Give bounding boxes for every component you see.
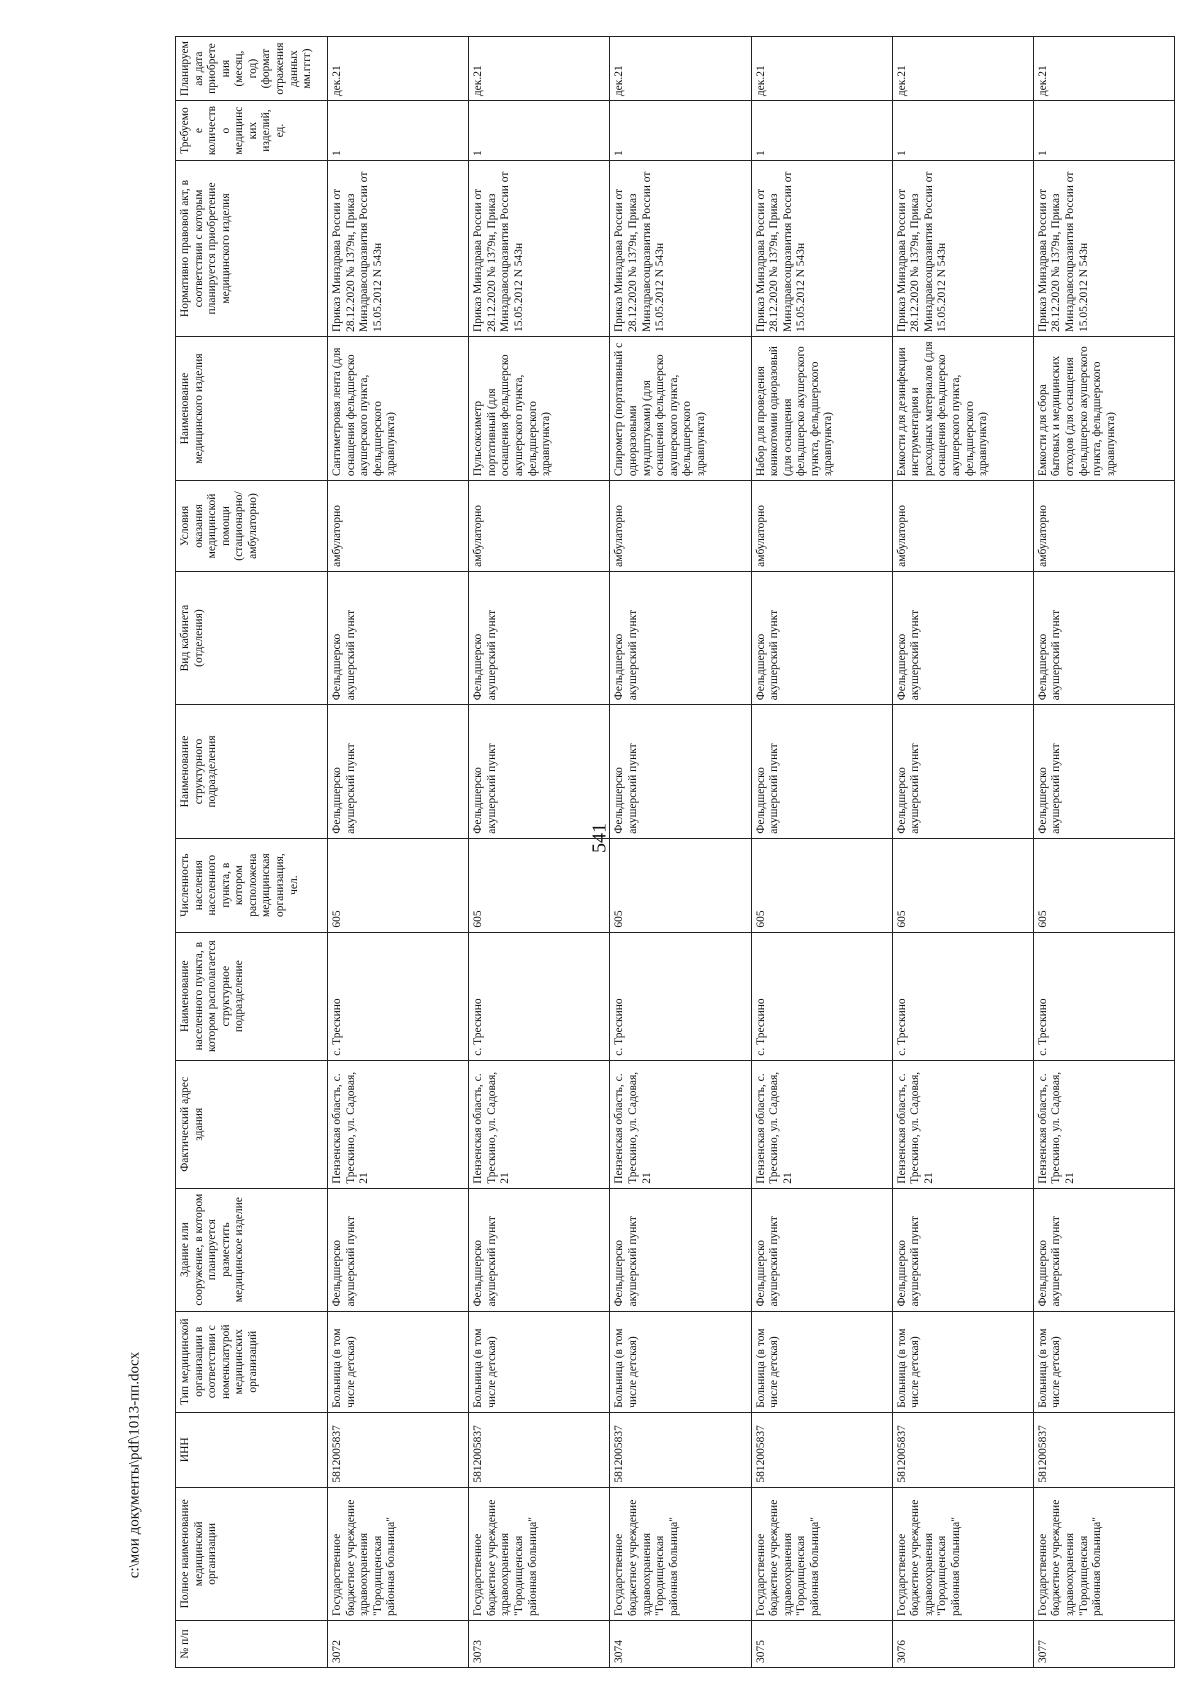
cell-conditions: амбулаторно [751, 481, 892, 572]
cell-num: 3075 [751, 1621, 892, 1668]
cell-inn: 5812005837 [610, 1412, 751, 1487]
cell-act: Приказ Минздрава России от 28.12.2020 № 1379н, Приказ Минздравсоцразвития России от 15.05.2012 N 543н [328, 160, 469, 336]
cell-org: Государственное бюджетное учреждение здравоохранения "Городищенская районная больница" [892, 1487, 1033, 1620]
cell-unit: Фельдшерско акушерский пункт [1033, 705, 1174, 838]
cell-inn: 5812005837 [469, 1412, 610, 1487]
cell-unit: Фельдшерско акушерский пункт [610, 705, 751, 838]
header-cell: Тип медицинской организации в соответствии с номенклатурой медицинских организаций [176, 1311, 328, 1412]
header-cell: Численность населения населенного пункта, в котором расположена медицинская организация, чел. [176, 838, 328, 932]
cell-act: Приказ Минздрава России от 28.12.2020 № 1379н, Приказ Минздравсоцразвития России от 15.05.2012 N 543н [610, 160, 751, 336]
cell-act: Приказ Минздрава России от 28.12.2020 № 1379н, Приказ Минздравсоцразвития России от 15.05.2012 N 543н [892, 160, 1033, 336]
cell-device: Спирометр (портативный с одноразовыми мундштуками) (для оснащения фельдшерско акушерского пункта, фельдшерского здравпункта) [610, 337, 751, 481]
cell-address: Пензенская область, с. Трескино, ул. Садовая, 21 [328, 1060, 469, 1188]
cell-address: Пензенская область, с. Трескино, ул. Садовая, 21 [610, 1060, 751, 1188]
cell-population: 605 [469, 838, 610, 932]
header-cell: Здание или сооружение, в котором планируется разместить медицинское изделие [176, 1188, 328, 1311]
header-cell: Условия оказания медицинской помощи (стационарно/амбулаторно) [176, 481, 328, 572]
cell-date: дек.21 [469, 37, 610, 101]
cell-num: 3073 [469, 1621, 610, 1668]
header-cell: Наименование населенного пункта, в котором располагается структурное подразделение [176, 932, 328, 1060]
table-row [751, 37, 892, 1668]
header-cell: Фактический адрес здания [176, 1060, 328, 1188]
cell-num: 3076 [892, 1621, 1033, 1668]
cell-address: Пензенская область, с. Трескино, ул. Садовая, 21 [892, 1060, 1033, 1188]
cell-qty: 1 [751, 101, 892, 161]
cell-org: Государственное бюджетное учреждение здравоохранения "Городищенская районная больница" [610, 1487, 751, 1620]
header-cell: Вид кабинета (отделения) [176, 571, 328, 704]
cell-date: дек.21 [1033, 37, 1174, 101]
cell-building: Фельдшерско акушерский пункт [328, 1188, 469, 1311]
cell-settlement: с. Трескино [469, 932, 610, 1060]
cell-population: 605 [892, 838, 1033, 932]
page-number: 541 [588, 823, 611, 853]
cell-settlement: с. Трескино [892, 932, 1033, 1060]
cell-act: Приказ Минздрава России от 28.12.2020 № 1379н, Приказ Минздравсоцразвития России от 15.05.2012 N 543н [469, 160, 610, 336]
table-header-row [176, 37, 328, 1668]
equipment-table [175, 36, 1175, 1668]
cell-population: 605 [610, 838, 751, 932]
cell-type: Больница (в том числе детская) [328, 1311, 469, 1412]
cell-settlement: с. Трескино [1033, 932, 1174, 1060]
table-row [610, 37, 751, 1668]
cell-device: Емкости для сбора бытовых и медицинских отходов (для оснащения фельдшерско акушерского пункта, фельдшерского здравпункта) [1033, 337, 1174, 481]
cell-device: Набор для проведения коникотомии одноразовый (для оснащения фельдшерско акушерского пункта, фельдшерского здравпункта) [751, 337, 892, 481]
table-row [1033, 37, 1174, 1668]
cell-inn: 5812005837 [328, 1412, 469, 1487]
header-cell: Наименование структурного подразделения [176, 705, 328, 838]
cell-device: Сантиметровая лента (для оснащения фельдшерско акушерского пункта, фельдшерского здравпункта) [328, 337, 469, 481]
cell-building: Фельдшерско акушерский пункт [751, 1188, 892, 1311]
header-cell: ИНН [176, 1412, 328, 1487]
cell-date: дек.21 [751, 37, 892, 101]
cell-cabinet: Фельдшерско акушерский пункт [751, 571, 892, 704]
cell-num: 3072 [328, 1621, 469, 1668]
cell-settlement: с. Трескино [751, 932, 892, 1060]
cell-date: дек.21 [892, 37, 1033, 101]
table-row [892, 37, 1033, 1668]
cell-conditions: амбулаторно [892, 481, 1033, 572]
cell-cabinet: Фельдшерско акушерский пункт [469, 571, 610, 704]
cell-type: Больница (в том числе детская) [892, 1311, 1033, 1412]
cell-building: Фельдшерско акушерский пункт [1033, 1188, 1174, 1311]
cell-act: Приказ Минздрава России от 28.12.2020 № 1379н, Приказ Минздравсоцразвития России от 15.05.2012 N 543н [1033, 160, 1174, 336]
cell-inn: 5812005837 [892, 1412, 1033, 1487]
header-cell: № п/п [176, 1621, 328, 1668]
cell-date: дек.21 [328, 37, 469, 101]
cell-qty: 1 [328, 101, 469, 161]
cell-org: Государственное бюджетное учреждение здравоохранения "Городищенская районная больница" [1033, 1487, 1174, 1620]
cell-date: дек.21 [610, 37, 751, 101]
cell-qty: 1 [469, 101, 610, 161]
cell-population: 605 [1033, 838, 1174, 932]
cell-org: Государственное бюджетное учреждение здравоохранения "Городищенская районная больница" [328, 1487, 469, 1620]
cell-num: 3074 [610, 1621, 751, 1668]
cell-building: Фельдшерско акушерский пункт [892, 1188, 1033, 1311]
header-cell: Полное наименование медицинской организации [176, 1487, 328, 1620]
cell-org: Государственное бюджетное учреждение здравоохранения "Городищенская районная больница" [751, 1487, 892, 1620]
cell-settlement: с. Трескино [610, 932, 751, 1060]
cell-qty: 1 [610, 101, 751, 161]
cell-building: Фельдшерско акушерский пункт [610, 1188, 751, 1311]
header-cell: Планируемая дата приобретения (месяц, год) (формат отражения данных мм.гггг) [176, 37, 328, 101]
header-cell: Наименование медицинского изделия [176, 337, 328, 481]
cell-conditions: амбулаторно [610, 481, 751, 572]
cell-address: Пензенская область, с. Трескино, ул. Садовая, 21 [751, 1060, 892, 1188]
cell-org: Государственное бюджетное учреждение здравоохранения "Городищенская районная больница" [469, 1487, 610, 1620]
cell-inn: 5812005837 [1033, 1412, 1174, 1487]
cell-device: Емкости для дезинфекции инструментария и расходных материалов (для оснащения фельдшерско акушерского пункта, фельдшерского здравпункта) [892, 337, 1033, 481]
cell-qty: 1 [1033, 101, 1174, 161]
cell-qty: 1 [892, 101, 1033, 161]
cell-cabinet: Фельдшерско акушерский пункт [328, 571, 469, 704]
cell-num: 3077 [1033, 1621, 1174, 1668]
cell-unit: Фельдшерско акушерский пункт [751, 705, 892, 838]
cell-act: Приказ Минздрава России от 28.12.2020 № 1379н, Приказ Минздравсоцразвития России от 15.05.2012 N 543н [751, 160, 892, 336]
table-row [328, 37, 469, 1668]
cell-type: Больница (в том числе детская) [469, 1311, 610, 1412]
cell-address: Пензенская область, с. Трескино, ул. Садовая, 21 [469, 1060, 610, 1188]
cell-conditions: амбулаторно [469, 481, 610, 572]
cell-type: Больница (в том числе детская) [610, 1311, 751, 1412]
table-row [469, 37, 610, 1668]
cell-conditions: амбулаторно [1033, 481, 1174, 572]
cell-unit: Фельдшерско акушерский пункт [328, 705, 469, 838]
cell-unit: Фельдшерско акушерский пункт [892, 705, 1033, 838]
cell-settlement: с. Трескино [328, 932, 469, 1060]
cell-population: 605 [328, 838, 469, 932]
cell-unit: Фельдшерско акушерский пункт [469, 705, 610, 838]
cell-address: Пензенская область, с. Трескино, ул. Садовая, 21 [1033, 1060, 1174, 1188]
rotated-page [175, 36, 1175, 1668]
cell-type: Больница (в том числе детская) [751, 1311, 892, 1412]
cell-building: Фельдшерско акушерский пункт [469, 1188, 610, 1311]
cell-cabinet: Фельдшерско акушерский пункт [892, 571, 1033, 704]
cell-cabinet: Фельдшерско акушерский пункт [610, 571, 751, 704]
cell-type: Больница (в том числе детская) [1033, 1311, 1174, 1412]
cell-population: 605 [751, 838, 892, 932]
footer-file-path: c:\мои документы\pdf\1013-пп.docx [126, 1351, 143, 1579]
header-cell: Нормативно правовой акт, в соответствии с которым планируется приобретение медицинского изделия [176, 160, 328, 336]
cell-cabinet: Фельдшерско акушерский пункт [1033, 571, 1174, 704]
cell-inn: 5812005837 [751, 1412, 892, 1487]
cell-device: Пульсоксиметр портативный (для оснащения фельдшерско акушерского пункта, фельдшерского здравпункта) [469, 337, 610, 481]
header-cell: Требуемое количество медицинских изделий, ед. [176, 101, 328, 161]
cell-conditions: амбулаторно [328, 481, 469, 572]
